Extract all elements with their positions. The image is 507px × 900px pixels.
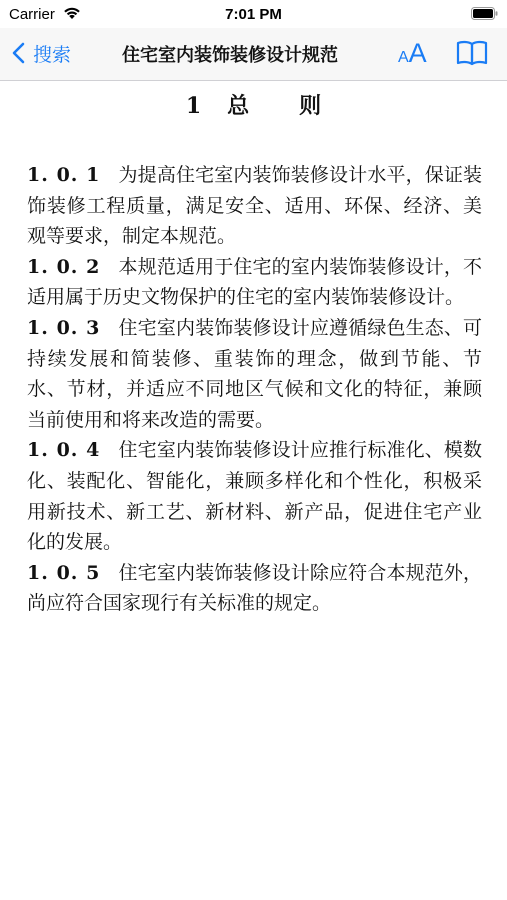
chapter-heading [27, 86, 482, 126]
navigation-bar [0, 28, 507, 81]
clause-text: 住宅室内装饰装修设计除应符合本规范外，尚应符合国家现行有关标准的规定。 [27, 561, 482, 615]
back-button[interactable] [12, 38, 71, 68]
clause-1-0-1 [27, 160, 482, 252]
status-bar [0, 0, 507, 28]
font-size-small-label: A [398, 49, 409, 66]
chevron-left-icon [12, 42, 25, 64]
chapter-title-part1: 总 [227, 93, 252, 119]
page-title: 住宅室内装饰装修设计规范 [122, 45, 338, 66]
font-size-large-label: A [408, 38, 427, 68]
clause-number: 1. 0. 5 [27, 561, 101, 584]
carrier-label: Carrier [9, 6, 55, 23]
clause-list [27, 160, 482, 619]
document-content [27, 80, 482, 619]
chapter-number: 1 [185, 93, 204, 119]
back-button-label: 搜索 [33, 43, 72, 66]
clause-text: 住宅室内装饰装修设计应遵循绿色生态、可持续发展和简装修、重装饰的理念，做到节能、节水、节材，并适应不同地区气候和文化的特征，兼顾当前使用和将来改造的需要。 [27, 316, 482, 431]
clause-1-0-3 [27, 313, 482, 435]
font-size-button[interactable] [398, 38, 427, 68]
clause-number: 1. 0. 3 [27, 316, 101, 339]
clause-text: 为提高住宅室内装饰装修设计水平，保证装饰装修工程质量，满足安全、适用、环保、经济、美观等要求，制定本规范。 [27, 164, 482, 248]
book-icon[interactable] [456, 40, 488, 66]
clause-text: 本规范适用于住宅的室内装饰装修设计，不适用属于历史文物保护的住宅的室内装饰装修设计。 [27, 255, 482, 309]
clause-number: 1. 0. 4 [27, 439, 101, 462]
clause-1-0-5 [27, 558, 482, 619]
chapter-title-part2: 则 [299, 93, 324, 119]
clause-number: 1. 0. 2 [27, 255, 101, 278]
battery-icon [471, 7, 498, 20]
clause-text: 住宅室内装饰装修设计应推行标准化、模数化、装配化、智能化，兼顾多样化和个性化，积极采用新技术、新工艺、新材料、新产品，促进住宅产业化的发展。 [27, 439, 482, 554]
clock: 7:01 PM [225, 6, 282, 23]
clause-1-0-4 [27, 435, 482, 557]
clause-number: 1. 0. 1 [27, 164, 101, 186]
clause-1-0-2 [27, 252, 482, 313]
